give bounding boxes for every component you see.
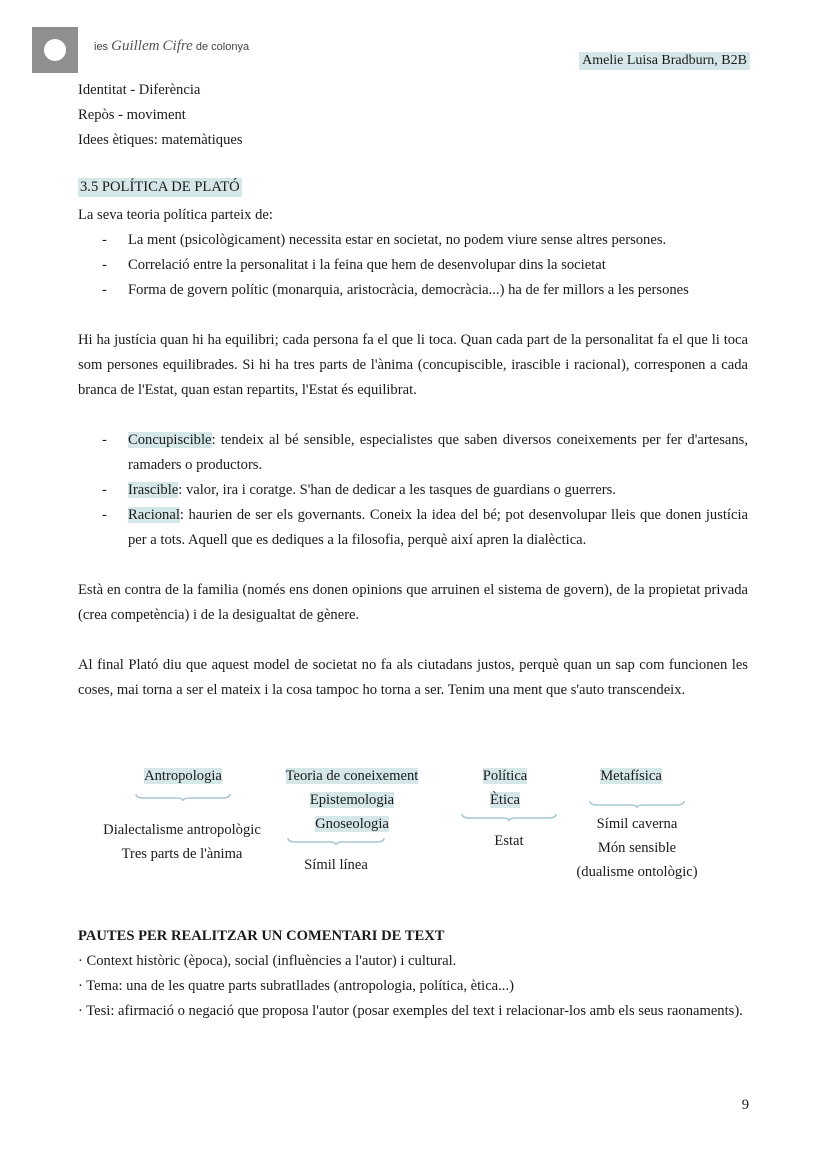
list-item: · Context històric (època), social (influències a l'autor) i cultural. [78, 953, 457, 969]
list-item: - Irascible: valor, ira i coratge. S'han de dedicar a les tasques de guardians o guerrers. [78, 478, 748, 503]
politics-intro [78, 203, 748, 303]
justice-paragraph: Hi ha justícia quan hi ha equilibri; cada persona fa el que li toca. Quan cada part de la personalitat fa el que li toca som persones equilibrades. Si hi ha tres parts de l'ànima (concupiscible, irascible i racional), corresponen a cada branca de l'Estat, quan estan repartits, l'Estat és equilibrat. [78, 332, 748, 398]
list-item: - Forma de govern polític (monarquia, aristocràcia, democràcia...) ha de fer millors a les persones [78, 278, 748, 303]
diagram-metafisica-title: Metafísica [600, 768, 662, 784]
list-item: - Concupiscible: tendeix al bé sensible, especialistes que saben diversos coneixements per fer d'artesans, ramaders o productors. [78, 428, 748, 478]
diagram-metafisica-items: Símil caverna Món sensible (dualisme ontològic) [576, 816, 698, 880]
lead-text: La seva teoria política parteix de: [78, 207, 273, 223]
term-racional: Racional [128, 507, 180, 523]
list-item: · Tema: una de les quatre parts subratllades (antropologia, política, ètica...) [78, 978, 514, 994]
list-item: · Tesi: afirmació o negació que proposa l'autor (posar exemples del text i relacionar-los amb els seus raonaments). [78, 1003, 743, 1019]
diagram-antropologia-title: Antropologia [144, 768, 222, 784]
brace-icon [588, 799, 686, 809]
intro-line: Idees ètiques: matemàtiques [78, 132, 243, 148]
diagram-coneixement-items: Símil línea [304, 857, 368, 873]
intro-line: Repòs - moviment [78, 107, 186, 123]
diagram-coneixement-titles: Teoria de coneixement Epistemologia Gnoseologia [285, 768, 419, 832]
diagram-politica-titles: Política Ètica [482, 768, 528, 808]
guidelines [78, 924, 748, 1024]
against-paragraph: Està en contra de la familia (només ens donen opinions que arruinen el sistema de govern), de la propietat privada (crea competència) i de la desigualtat de gènere. [78, 582, 748, 623]
diagram-politica-items: Estat [494, 833, 524, 849]
list-item: - La ment (psicològicament) necessita estar en societat, no podem viure sense altres persones. [78, 228, 748, 253]
brace-icon [134, 792, 232, 802]
section-heading: 3.5 POLÍTICA DE PLATÓ [80, 179, 240, 195]
brace-icon [286, 836, 386, 846]
term-irascible: Irascible [128, 482, 179, 498]
intro-lines [78, 78, 748, 153]
sun-icon [44, 39, 66, 61]
brace-icon [460, 812, 558, 822]
term-concupiscible: Concupiscible [128, 432, 212, 448]
list-item: - Correlació entre la personalitat i la feina que hem de desenvolupar dins la societat [78, 253, 748, 278]
politics-points [78, 228, 748, 303]
intro-line: Identitat - Diferència [78, 82, 201, 98]
diagram-antropologia-items: Dialectalisme antropològic Tres parts de l'ànima [103, 822, 261, 862]
author-name: Amelie Luisa Bradburn, B2B [579, 52, 750, 70]
soul-parts [78, 428, 748, 553]
school-logo [32, 27, 78, 73]
school-name: ies Guillem Cifre de colonya [94, 38, 250, 54]
list-item: - Racional: haurien de ser els governants. Coneix la idea del bé; pot desenvolupar lleis que donen justícia per a tots. Aquell que es dediques a la filosofia, perquè així apren la dialèctica. [78, 503, 748, 553]
page-number: 9 [741, 1097, 749, 1113]
conclusion-paragraph: Al final Plató diu que aquest model de societat no fa als ciutadans justos, perquè quan un sap com funcionen les coses, mai torna a ser el mateix i la cosa tampoc ho torna a ser. Tenim una ment que s'auto transcendeix. [78, 657, 748, 698]
guidelines-title: PAUTES PER REALITZAR UN COMENTARI DE TEXT [78, 928, 445, 944]
